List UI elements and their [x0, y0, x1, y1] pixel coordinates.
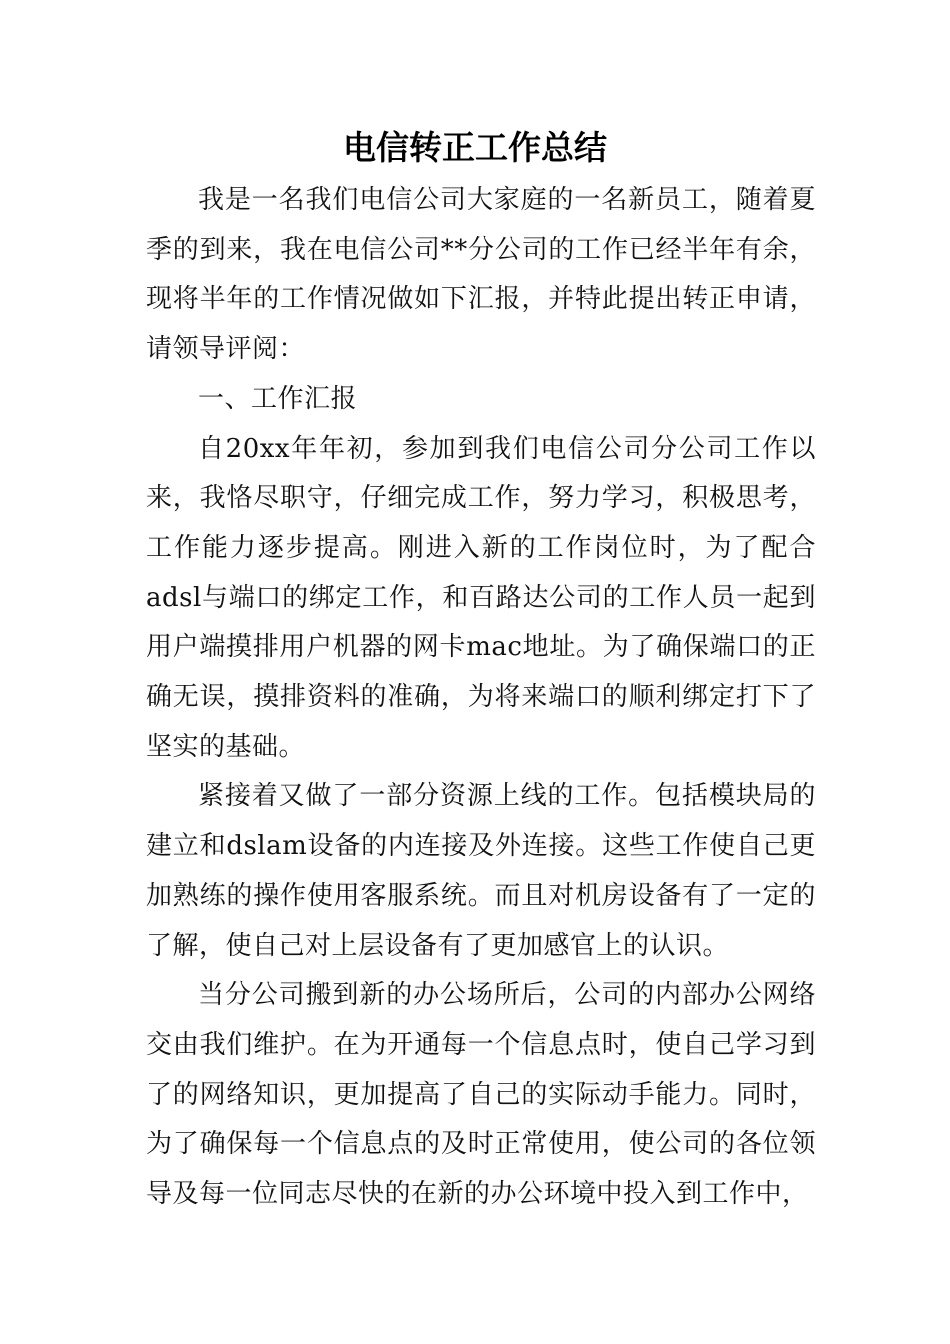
document-body: [146, 176, 816, 1220]
paragraph-office-network: 当分公司搬到新的办公场所后，公司的内部办公网络交由我们维护。在为开通每一个信息点时，使自己学习到了的网络知识，更加提高了自己的实际动手能力。同时，为了确保每一个信息点的及时正常使用，使公司的各位领导及每一位同志尽快的在新的办公环境中投入到工作中，: [146, 980, 816, 1210]
paragraph-intro: 我是一名我们电信公司大家庭的一名新员工，随着夏季的到来，我在电信公司**分公司的工作已经半年有余，现将半年的工作情况做如下汇报，并特此提出转正申请，请领导评阅：: [146, 185, 816, 365]
document-title: 电信转正工作总结: [343, 128, 607, 167]
section-heading-work-report: 一、工作汇报: [198, 383, 358, 414]
paragraph-resource-online: 紧接着又做了一部分资源上线的工作。包括模块局的建立和dslam设备的内连接及外连接。这些工作使自己更加熟练的操作使用客服系统。而且对机房设备有了一定的了解，使自己对上层设备有了更加感官上的认识。: [146, 781, 816, 961]
paragraph-work-start: 自20xx年年初，参加到我们电信公司分公司工作以来，我恪尽职守，仔细完成工作，努力学习，积极思考，工作能力逐步提高。刚进入新的工作岗位时，为了配合adsl与端口的绑定工作，和百路达公司的工作人员一起到用户端摸排用户机器的网卡mac地址。为了确保端口的正确无误，摸排资料的准确，为将来端口的顺利绑定打下了坚实的基础。: [146, 433, 816, 762]
